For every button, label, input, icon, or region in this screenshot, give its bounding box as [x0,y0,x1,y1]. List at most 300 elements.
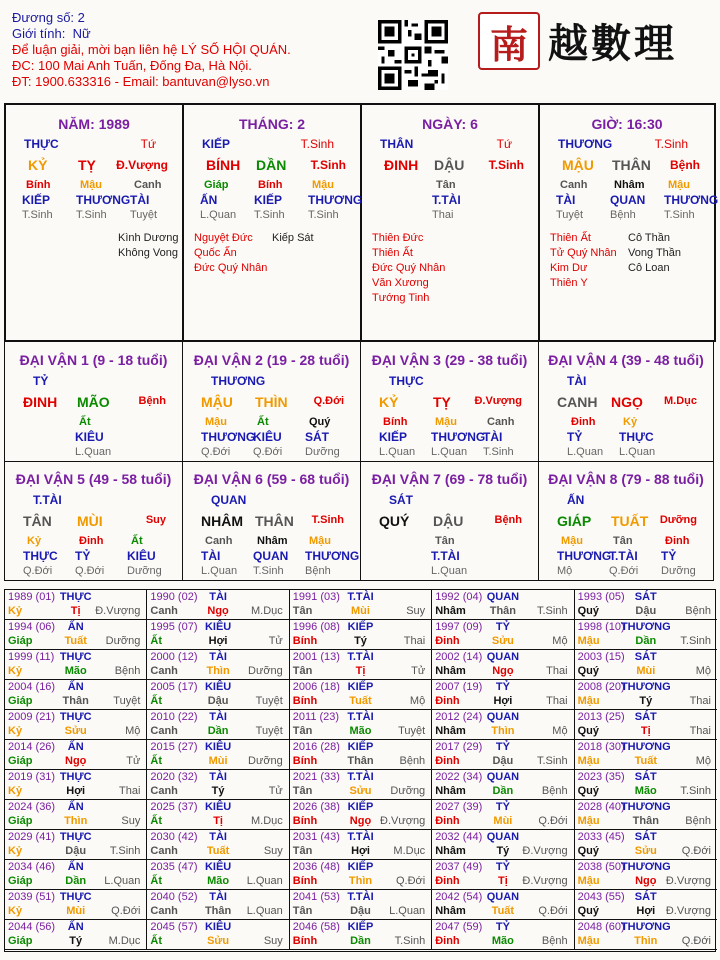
year-stem: Nhâm [435,785,466,797]
pillar-2 [184,105,362,340]
year-branch: Thìn [634,935,658,947]
year-stem: Tân [292,845,313,857]
hidden-god: KIẾP [254,193,283,207]
year-cycle: T.Sinh [109,845,141,857]
year-label: 2044 (56) [8,921,56,933]
year-cell[interactable] [147,680,289,710]
dai-van-can: TÂN [23,513,52,529]
year-stem: Canh [150,605,178,617]
hidden-god: THƯƠNG [308,193,363,207]
gender-line: Giới tính: Nữ [12,26,91,41]
year-branch: Thân [62,695,89,707]
year-label: 2024 (36) [8,801,56,813]
year-cell[interactable] [290,890,432,920]
year-label: 2003 (15) [577,651,625,663]
year-branch: Hợi [208,635,228,647]
dai-van-cycle: Đ.Vượng [474,395,522,407]
dai-van-hidden-stem: Mậu [561,535,583,547]
year-cell[interactable] [432,890,574,920]
year-god: THƯƠNG [620,861,671,873]
pillar-god-right: T.Sinh [300,137,334,151]
contact-phone-email[interactable]: ĐT: 1900.633316 - Email: bantuvan@lyso.vn [12,74,270,89]
year-cycle: Thai [546,695,568,707]
year-label: 2014 (26) [8,741,56,753]
year-branch: Thìn [348,875,373,887]
year-god: KIÊU [204,861,232,873]
year-cell[interactable] [575,680,717,710]
year-stem: Đinh [435,695,460,707]
year-cell[interactable] [5,860,147,890]
year-branch: Tý [639,695,653,707]
year-cycle: Q.Đới [111,905,141,917]
year-label: 2034 (46) [8,861,56,873]
dai-van-can: ĐINH [23,394,58,410]
star-left: Tử Quý Nhân [550,247,617,259]
four-pillars-panel [4,103,719,342]
year-label: 1997 (09) [435,621,483,633]
dai-van-cycle: T.Sinh [311,514,344,526]
year-stem: Tân [292,785,313,797]
year-branch: Mùi [208,755,228,767]
year-cycle: Tuyệt [255,695,283,707]
year-cell[interactable] [432,680,574,710]
year-cell[interactable] [5,890,147,920]
year-god: THỰC [59,771,92,783]
dai-van-hidden-cycle: L.Quan [619,446,656,458]
year-branch: Sửu [634,845,657,857]
year-stem: Mậu [577,635,600,647]
year-branch: Tuất [634,755,657,767]
dai-van-hidden-cycle: Q.Đới [609,565,639,577]
year-cell[interactable] [575,740,717,770]
dai-van-hidden-cycle: L.Quan [431,446,468,458]
year-label: 1995 (07) [150,621,198,633]
year-cycle: Bệnh [541,785,568,797]
dai-van-god: QUAN [211,493,247,507]
year-label: 2043 (55) [577,891,625,903]
year-stem: Bính [292,755,318,767]
year-label: 2030 (42) [150,831,198,843]
year-branch: Tuất [491,905,515,917]
year-cell[interactable] [290,620,432,650]
year-stem: Canh [150,665,178,677]
star-left: Quốc Ấn [194,247,237,259]
hidden-god: TÀI [556,193,576,207]
year-label: 2020 (32) [150,771,198,783]
hidden-cycle: T.Sinh [308,209,339,221]
year-stem: Giáp [8,755,33,767]
year-god: TÀI [209,591,227,603]
hidden-stem: Bính [258,179,283,191]
pillar-cycle: Đ.Vượng [116,158,168,172]
year-cell[interactable] [5,650,147,680]
year-cell[interactable] [290,800,432,830]
dai-van-hidden-stem: Canh [205,535,233,547]
qr-code-icon[interactable] [378,20,448,90]
year-stem: Đinh [435,755,460,767]
dai-van-hidden-god: TÀI [483,430,503,444]
year-stem: Canh [150,785,178,797]
hidden-god: T.TÀI [432,193,461,207]
header-info [12,10,291,90]
dai-van-hidden-cycle: Q.Đới [75,565,105,577]
year-cell[interactable] [290,740,432,770]
year-cell[interactable] [147,740,289,770]
year-cell[interactable] [147,620,289,650]
year-god: ẤN [67,741,84,753]
year-cell[interactable] [290,590,432,620]
year-cycle: Thai [118,785,141,797]
year-cell[interactable] [5,770,147,800]
year-cell[interactable] [432,830,574,860]
year-god: KIẾP [347,921,374,933]
year-cell[interactable] [575,860,717,890]
year-cycle: L.Quan [246,905,283,917]
year-cell[interactable] [290,920,432,950]
year-cycle: Tử [126,755,141,767]
year-cell[interactable] [432,650,574,680]
year-label: 2041 (53) [292,891,340,903]
year-cell[interactable] [5,830,147,860]
hidden-cycle: T.Sinh [22,209,53,221]
year-god: KIẾP [347,741,374,753]
hidden-god: ẤN [200,193,218,207]
dai-van-god: T.TÀI [33,493,62,507]
dai-van-cycle: Suy [145,514,166,526]
hidden-stem: Bính [26,179,51,191]
pillar-4 [540,105,719,340]
year-branch: Thìn [491,725,515,737]
hidden-stem: Mậu [80,179,102,191]
year-cycle: Tử [268,635,283,647]
year-branch: Mùi [66,905,86,917]
year-cell[interactable] [147,860,289,890]
year-branch: Hợi [493,695,513,707]
year-label: 2000 (12) [150,651,198,663]
dai-van-hidden-stem: Đinh [571,416,596,428]
year-cycle: M.Dục [108,935,141,947]
year-branch: Tị [497,875,508,887]
year-stem: Giáp [8,635,33,647]
hidden-stem: Canh [560,179,588,191]
year-god: SÁT [634,711,657,723]
year-cell[interactable] [290,680,432,710]
year-stem: Nhâm [435,845,466,857]
year-stem: Đinh [435,635,460,647]
dai-van-hidden-god: TỶ [75,549,91,563]
dai-van-title: ĐẠI VẬN 7 (69 - 78 tuổi) [371,471,528,487]
year-god: TÀI [209,771,227,783]
year-cell[interactable] [575,650,717,680]
year-god: SÁT [634,831,657,843]
dai-van-hidden-cycle: Q.Đới [23,565,53,577]
year-god: TỶ [495,621,510,633]
pillar-god-left: KIẾP [202,137,231,151]
dai-van-hidden-god: SÁT [305,430,329,444]
year-god: QUAN [486,711,520,723]
hidden-cycle: T.Sinh [254,209,285,221]
dai-van-hidden-stem: Đinh [79,535,104,547]
dai-van-hidden-stem: Ất [131,535,143,547]
year-cycle: M.Dục [251,815,283,827]
pillar-god-right: Tứ [140,137,156,151]
year-cycle: T.Sinh [537,755,568,767]
year-cell[interactable] [575,590,717,620]
year-cell[interactable] [147,920,289,950]
dai-van-chi: DẬU [433,513,464,529]
year-god: QUAN [486,771,520,783]
year-cell[interactable] [5,590,147,620]
year-branch: Dậu [635,605,657,617]
year-cell[interactable] [5,920,147,950]
year-branch: Ngọ [492,665,514,677]
pillar-cycle: Bệnh [670,158,700,172]
year-label: 2048 (60) [577,921,625,933]
year-branch: Sửu [64,725,87,737]
year-cycle: Q.Đới [681,845,711,857]
year-god: THỰC [59,891,92,903]
dai-van-hidden-god: T.TÀI [431,549,460,563]
year-cell[interactable] [432,620,574,650]
dai-van-title: ĐẠI VẬN 3 (29 - 38 tuổi) [371,352,528,368]
year-god: THƯƠNG [620,921,671,933]
pillar-can: ĐINH [384,157,419,173]
year-stem: Bính [292,815,318,827]
year-cell[interactable] [147,800,289,830]
year-cell[interactable] [575,890,717,920]
pillar-title: GIỜ: 16:30 [591,116,663,132]
year-stem: Ất [150,875,162,887]
year-cycle: Bệnh [114,665,141,677]
year-cell[interactable] [290,770,432,800]
dai-van-hidden-god: THƯƠNG [305,549,360,563]
year-god: SÁT [634,651,657,663]
year-label: 2037 (49) [435,861,483,873]
dai-van-title: ĐẠI VẬN 5 (49 - 58 tuổi) [15,471,172,487]
year-cycle: L.Quan [389,905,426,917]
year-stem: Bính [292,935,318,947]
year-god: THỰC [59,831,92,843]
year-cell[interactable] [147,710,289,740]
year-cycle: Bệnh [541,935,568,947]
dai-van-hidden-cycle: Q.Đới [253,446,283,458]
year-cell[interactable] [432,590,574,620]
dai-van-hidden-stem: Tân [613,535,633,547]
year-cell[interactable] [290,710,432,740]
year-label: 1999 (11) [8,651,55,663]
pillar-god-left: THỰC [24,137,59,151]
pillar-god-right: T.Sinh [654,137,688,151]
year-branch: Tị [640,725,651,737]
dai-van-can: MẬU [201,394,233,410]
year-stem: Mậu [577,755,600,767]
year-god: SÁT [634,591,657,603]
year-cell[interactable] [290,650,432,680]
year-god: KIẾP [347,681,374,693]
dai-van-hidden-god: THƯƠNG [557,549,612,563]
year-god: KIẾP [347,801,374,813]
year-cycle: Thai [689,725,711,737]
dai-van-hidden-stem: Mậu [435,416,457,428]
year-cell[interactable] [432,920,574,950]
brand-name: 越數理 [548,20,677,67]
year-cell[interactable] [290,860,432,890]
dai-van-god: TỶ [33,374,49,388]
year-cycle: Suy [263,845,283,857]
dai-van-hidden-cycle: L.Quan [431,565,468,577]
pillar-chi: TỴ [78,157,96,173]
year-cycle: Q.Đới [681,935,711,947]
year-branch: Tuất [206,845,230,857]
year-cell[interactable] [5,740,147,770]
hidden-stem: Mậu [312,179,334,191]
pillar-can: KỶ [28,157,48,173]
hidden-stem: Giáp [204,179,229,191]
year-label: 2035 (47) [150,861,198,873]
year-label: 2046 (58) [292,921,340,933]
year-god: TÀI [209,891,227,903]
dai-van-hidden-god: THỰC [619,430,654,444]
year-god: THỰC [59,651,92,663]
year-branch: Tý [69,935,83,947]
year-cell[interactable] [290,830,432,860]
pillar-god-right: Tứ [496,137,512,151]
year-cell[interactable] [5,620,147,650]
year-god: KIÊU [204,921,232,933]
year-branch: Dần [350,935,371,947]
year-label: 2040 (52) [150,891,198,903]
year-cell[interactable] [432,770,574,800]
year-god: KIẾP [347,861,374,873]
dai-van-hidden-cycle: Bệnh [305,565,331,577]
year-cell[interactable] [432,860,574,890]
dai-van-hidden-stem: Mậu [309,535,331,547]
year-cell[interactable] [575,770,717,800]
year-cycle: Mộ [695,665,711,677]
star-left: Thiên Ất [550,232,591,244]
dai-van-can: GIÁP [557,513,592,529]
year-cell[interactable] [147,650,289,680]
year-branch: Mão [634,785,657,797]
year-stem: Nhâm [435,725,466,737]
year-branch: Sửu [491,635,514,647]
year-branch: Dần [65,875,87,887]
year-cell[interactable] [5,800,147,830]
year-cell[interactable] [575,800,717,830]
year-cell[interactable] [5,680,147,710]
year-god: T.TÀI [347,591,374,603]
dai-van-6 [182,461,361,581]
year-cell[interactable] [432,710,574,740]
year-label: 1992 (04) [435,591,483,603]
star-left: Đức Quý Nhân [372,262,446,274]
year-cycle: T.Sinh [680,635,711,647]
year-cell[interactable] [147,830,289,860]
hidden-stem: Mậu [668,179,690,191]
year-stem: Kỷ [8,845,23,857]
year-cell[interactable] [575,920,717,950]
year-god: KIÊU [204,621,232,633]
year-stem: Nhâm [435,665,466,677]
dai-van-god: THƯƠNG [211,374,266,388]
year-label: 2016 (28) [292,741,340,753]
year-branch: Ngọ [65,755,87,767]
year-label: 1998 (10) [577,621,625,633]
pillar-1 [6,105,184,340]
year-stem: Kỷ [8,665,23,677]
dai-van-title: ĐẠI VẬN 6 (59 - 68 tuổi) [193,471,350,487]
year-stem: Ất [150,935,162,947]
year-branch: Mùi [636,665,656,677]
year-cell[interactable] [575,620,717,650]
dai-van-5 [4,461,183,581]
year-label: 2005 (17) [150,681,198,693]
year-cell[interactable] [147,590,289,620]
year-label: 2027 (39) [435,801,483,813]
year-branch: Dần [207,725,229,737]
dai-van-hidden-cycle: Mộ [557,565,573,577]
dai-van-1 [4,342,183,462]
year-cell[interactable] [575,830,717,860]
dai-van-8 [538,461,714,581]
year-branch: Ngọ [207,605,229,617]
year-label: 2033 (45) [577,831,625,843]
dai-van-chi: MÃO [77,394,110,410]
year-cycle: Tuyệt [255,725,283,737]
dai-van-chi: NGỌ [611,394,643,410]
year-god: QUAN [486,651,520,663]
year-stem: Bính [292,635,318,647]
year-cycle: Bệnh [685,605,711,617]
year-label: 2039 (51) [8,891,56,903]
year-cycle: Suy [121,815,141,827]
year-cycle: T.Sinh [394,935,426,947]
year-cell[interactable] [575,710,717,740]
year-cycle: Dưỡng [248,665,283,677]
year-god: THỰC [59,711,92,723]
year-cycle: Mộ [552,725,568,737]
year-cycle: Tử [411,665,426,677]
star-left: Thiên Đức [372,232,424,244]
hidden-god: TÀI [130,193,150,207]
year-cell[interactable] [432,740,574,770]
dai-van-can: NHÂM [201,513,243,529]
year-label: 2032 (44) [435,831,483,843]
year-label: 1990 (02) [150,591,198,603]
year-cell[interactable] [147,890,289,920]
star-left: Tướng Tinh [372,292,430,304]
year-cell[interactable] [432,800,574,830]
year-cycle: L.Quan [246,875,283,887]
dai-van-hidden-god: THỰC [23,549,58,563]
dai-van-god: SÁT [389,493,413,507]
year-cell[interactable] [147,770,289,800]
star-left: Thiên Ất [372,247,413,259]
year-label: 2011 (23) [292,711,340,723]
year-stem: Kỷ [8,905,23,917]
year-cycle: Đ.Vượng [95,605,141,617]
year-stem: Kỷ [8,725,23,737]
contact-promo: Để luận giải, mời bạn liên hệ LÝ SỐ HỘI QUÁN. [12,42,291,57]
year-branch: Thìn [206,665,230,677]
year-stem: Quý [577,725,599,737]
year-god: THƯƠNG [620,741,671,753]
pillar-cycle: T.Sinh [488,158,524,172]
pillar-chi: DẬU [434,157,465,173]
year-branch: Mùi [493,815,513,827]
year-cell[interactable] [5,710,147,740]
star-left: Đức Quý Nhân [194,262,268,274]
